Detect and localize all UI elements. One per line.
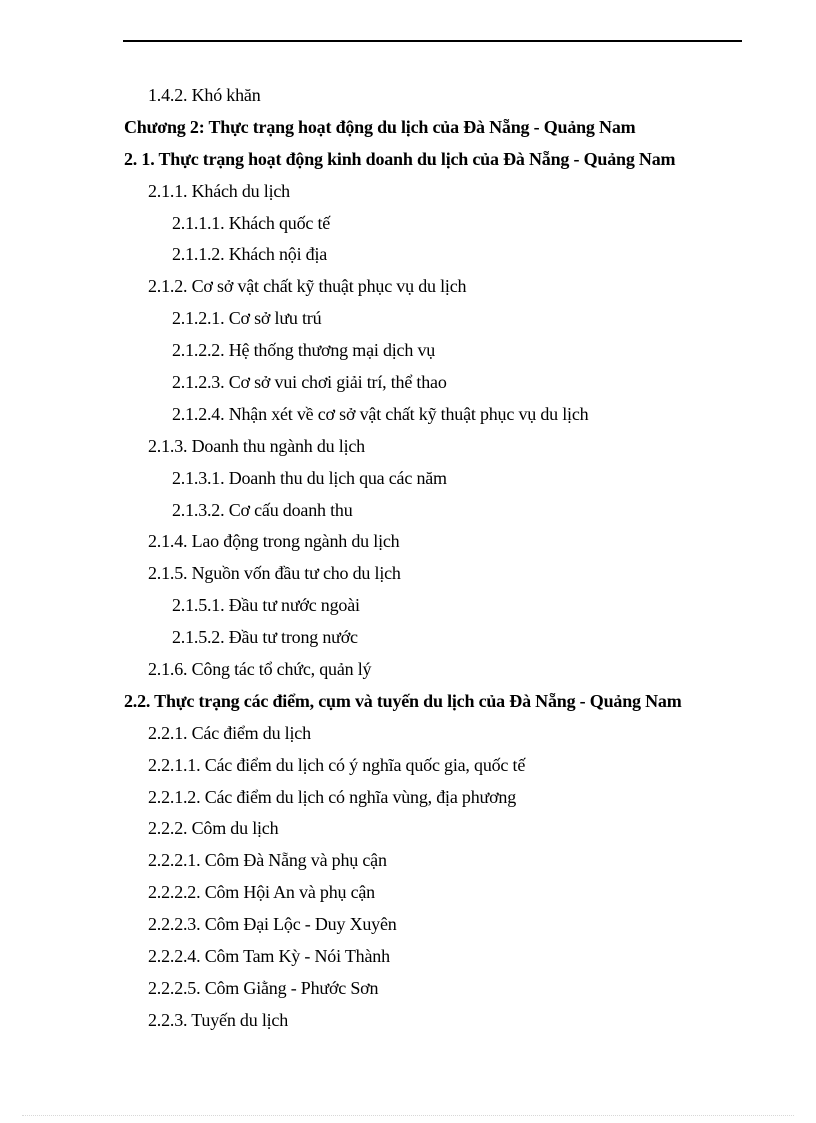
toc-entry: 2.2.2.3. Côm Đại Lộc - Duy Xuyên bbox=[148, 914, 397, 935]
toc-entry: 2.2.2. Côm du lịch bbox=[148, 818, 279, 839]
toc-entry: 2.1.5.2. Đầu tư trong nước bbox=[172, 627, 358, 648]
footer-rule bbox=[22, 1115, 794, 1116]
toc-entry: 2.1.3.1. Doanh thu du lịch qua các năm bbox=[172, 467, 447, 488]
toc-entry: 2.1.5.1. Đầu tư nước ngoài bbox=[172, 595, 360, 616]
toc-entry: 2.1.6. Công tác tổ chức, quản lý bbox=[148, 659, 372, 680]
toc-entry: 2.2.3. Tuyến du lịch bbox=[148, 1009, 289, 1030]
toc-entry: 2.2.2.4. Côm Tam Kỳ - Nói Thành bbox=[148, 946, 390, 967]
toc-entry: 2.2.1.2. Các điểm du lịch có nghĩa vùng, địa phương bbox=[148, 786, 517, 807]
toc-entry: 2.1.1.2. Khách nội địa bbox=[172, 244, 328, 265]
toc-heading: 2.2. Thực trạng các điểm, cụm và tuyến du lịch của Đà Nẵng - Quảng Nam bbox=[124, 690, 682, 711]
toc-entry: 2.2.1. Các điểm du lịch bbox=[148, 722, 311, 743]
toc-heading: Chương 2: Thực trạng hoạt động du lịch của Đà Nẵng - Quảng Nam bbox=[124, 116, 636, 137]
toc-entry: 2.2.1.1. Các điểm du lịch có ý nghĩa quốc gia, quốc tế bbox=[148, 754, 526, 775]
toc-entry: 2.2.2.1. Côm Đà Nẵng và phụ cận bbox=[148, 850, 387, 871]
toc-entry: 2.1.1.1. Khách quốc tế bbox=[172, 212, 331, 233]
toc-entry: 2.1.2. Cơ sở vật chất kỹ thuật phục vụ du lịch bbox=[148, 276, 467, 297]
toc-heading: 2. 1. Thực trạng hoạt động kinh doanh du lịch của Đà Nẵng - Quảng Nam bbox=[124, 148, 676, 169]
toc-entry: 1.4.2. Khó khăn bbox=[148, 85, 261, 105]
toc-entry: 2.1.3.2. Cơ cấu doanh thu bbox=[172, 499, 353, 520]
table-of-contents bbox=[0, 80, 816, 1037]
toc-entry: 2.1.2.3. Cơ sở vui chơi giải trí, thể thao bbox=[172, 372, 447, 393]
toc-entry: 2.1.1. Khách du lịch bbox=[148, 180, 290, 201]
toc-entry: 2.1.2.2. Hệ thống thương mại dịch vụ bbox=[172, 340, 436, 361]
toc-entry: 2.1.4. Lao động trong ngành du lịch bbox=[148, 531, 400, 552]
toc-entry: 2.1.5. Nguồn vốn đầu tư cho du lịch bbox=[148, 563, 401, 584]
header-rule bbox=[123, 40, 742, 42]
toc-entry: 2.1.2.4. Nhận xét về cơ sở vật chất kỹ thuật phục vụ du lịch bbox=[172, 403, 589, 424]
toc-entry: 2.1.3. Doanh thu ngành du lịch bbox=[148, 435, 365, 456]
toc-entry: 2.1.2.1. Cơ sở lưu trú bbox=[172, 308, 322, 329]
toc-entry: 2.2.2.5. Côm Giằng - Phước Sơn bbox=[148, 977, 379, 998]
toc-entry: 2.2.2.2. Côm Hội An và phụ cận bbox=[148, 882, 375, 903]
